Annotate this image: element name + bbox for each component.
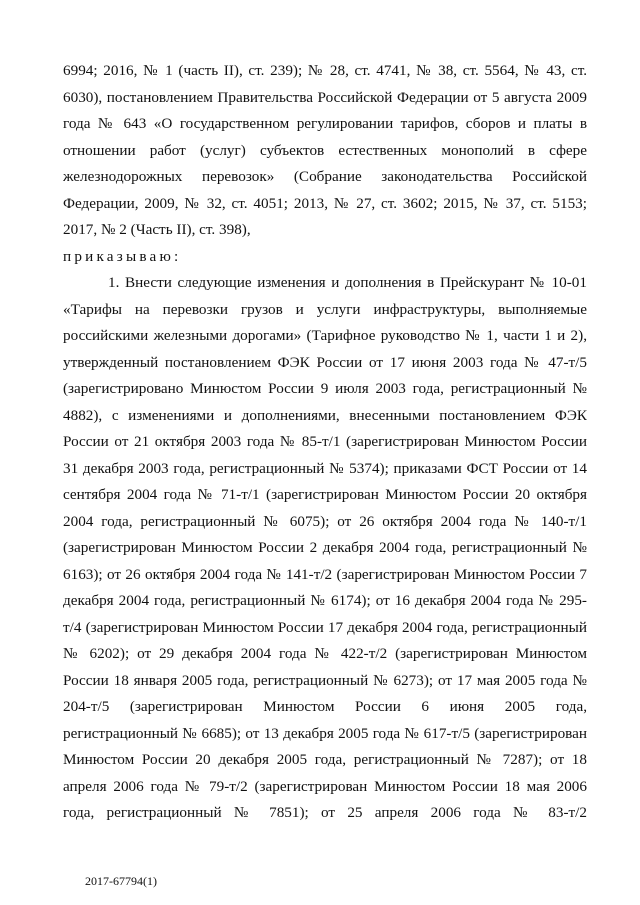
text-line: 31 декабря 2003 года, регистрационный № 5374); приказами ФСТ России от 14 xyxy=(63,459,587,477)
text-line: т/4 (зарегистрирован Минюстом России 17 декабря 2004 года, регистрационный xyxy=(63,618,587,636)
text-line: 2017, № 2 (Часть II), ст. 398), xyxy=(63,221,251,238)
text-line: апреля 2006 года № 79-т/2 (зарегистрирован Минюстом России 18 мая 2006 xyxy=(63,777,587,795)
text-line: отношении работ (услуг) субъектов естественных монополий в сфере xyxy=(63,141,587,159)
text-line: 6163); от 26 октября 2004 года № 141-т/2 (зарегистрирован Минюстом России 7 xyxy=(63,565,587,583)
text-line: 6030), постановлением Правительства Российской Федерации от 5 августа 2009 xyxy=(63,88,587,106)
document-body xyxy=(63,58,587,827)
text-line: Минюстом России 20 декабря 2005 года, регистрационный № 7287); от 18 xyxy=(63,751,587,768)
text-line: 2004 года, регистрационный № 6075); от 26 октября 2004 года № 140-т/1 xyxy=(63,512,587,530)
text-line: 6994; 2016, № 1 (часть II), ст. 239); № 28, ст. 4741, № 38, ст. 5564, № 43, ст. xyxy=(63,62,587,79)
text-line: «Тарифы на перевозки грузов и услуги инфраструктуры, выполняемые xyxy=(63,300,587,318)
text-line: декабря 2004 года, регистрационный № 6174); от 16 декабря 2004 года № 295- xyxy=(63,592,587,609)
order-word: приказываю: xyxy=(63,247,182,265)
text-line: сентября 2004 года № 71-т/1 (зарегистрирован Минюстом России 20 октября xyxy=(63,486,587,503)
paragraph-first-line: 1. Внести следующие изменения и дополнения в Прейскурант № 10-01 xyxy=(108,274,587,291)
text-line: (зарегистрировано Минюстом России 9 июля 2003 года, регистрационный № xyxy=(63,380,587,397)
text-line: Федерации, 2009, № 32, ст. 4051; 2013, № 27, ст. 3602; 2015, № 37, ст. 5153; xyxy=(63,194,587,212)
text-line: России от 21 октября 2003 года № 85-т/1 (зарегистрирован Минюстом России xyxy=(63,433,587,450)
text-line: 4882), с изменениями и дополнениями, внесенными постановлением ФЭК xyxy=(63,406,587,424)
text-line: года № 643 «О государственном регулировании тарифов, сборов и платы в xyxy=(63,115,587,132)
text-line: № 6202); от 29 декабря 2004 года № 422-т/2 (зарегистрирован Минюстом xyxy=(63,645,587,662)
text-line: регистрационный № 6685); от 13 декабря 2005 года № 617-т/5 (зарегистрирован xyxy=(63,724,587,742)
text-line: (зарегистрирован Минюстом России 2 декабря 2004 года, регистрационный № xyxy=(63,539,587,556)
text-line: России 18 января 2005 года, регистрационный № 6273); от 17 мая 2005 года № xyxy=(63,671,587,689)
text-line: утвержденный постановлением ФЭК России от 17 июня 2003 года № 47-т/5 xyxy=(63,353,587,371)
document-number-footer: 2017-67794(1) xyxy=(85,874,157,888)
text-line: железнодорожных перевозок» (Собрание законодательства Российской xyxy=(63,168,587,185)
text-line: российскими железными дорогами» (Тарифное руководство № 1, части 1 и 2), xyxy=(63,327,587,344)
text-line: 204-т/5 (зарегистрирован Минюстом России 6 июня 2005 года, xyxy=(63,698,587,715)
text-line: года, регистрационный № 7851); от 25 апреля 2006 года № 83-т/2 xyxy=(63,804,587,821)
